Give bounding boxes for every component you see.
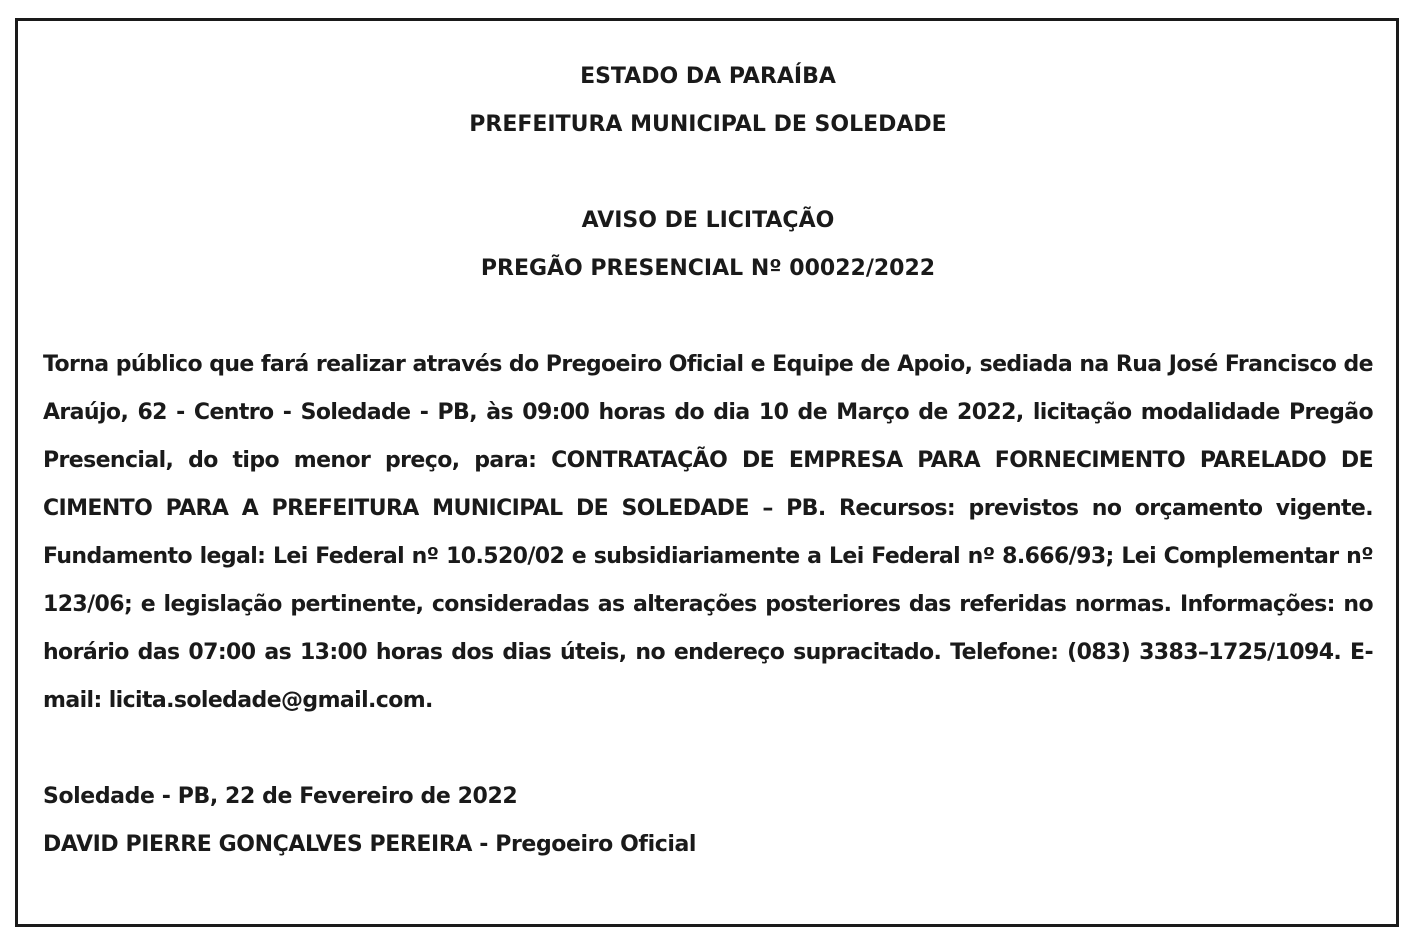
spacer: [43, 149, 1373, 197]
notice-frame: [15, 18, 1399, 927]
notice-title: AVISO DE LICITAÇÃO: [581, 208, 835, 233]
notice-content: [43, 53, 1373, 869]
process-number: PREGÃO PRESENCIAL Nº 00022/2022: [480, 256, 936, 281]
municipality-heading: PREFEITURA MUNICIPAL DE SOLEDADE: [469, 112, 947, 137]
spacer: [43, 725, 1373, 773]
signer: DAVID PIERRE GONÇALVES PEREIRA - Pregoeiro Oficial: [43, 832, 697, 857]
spacer: [43, 293, 1373, 341]
place-date: Soledade - PB, 22 de Fevereiro de 2022: [43, 784, 518, 809]
notice-body: Torna público que fará realizar através do Pregoeiro Oficial e Equipe de Apoio, sediada na Rua José Francisco de Araújo, 62 - Centro - Soledade - PB, às 09:00 horas do dia 10 de Março de 2022, licitação modalidade Pregão Presencial, do tipo menor preço, para: CONTRATAÇÃO DE EMPRESA PARA FORNECIMENTO PARELADO DE CIMENTO PARA A PREFEITURA MUNICIPAL DE SOLEDADE – PB. Recursos: previstos no orçamento vigente. Fundamento legal: Lei Federal nº 10.520/02 e subsidiariamente a Lei Federal nº 8.666/93; Lei Complementar nº 123/06; e legislação pertinente, consideradas as alterações posteriores das referidas normas. Informações: no horário das 07:00 as 13:00 horas dos dias úteis, no endereço supracitado. Telefone: (083) 3383–1725/1094. E-mail: licita.soledade@gmail.com.: [43, 352, 1373, 713]
state-heading: ESTADO DA PARAÍBA: [580, 64, 836, 89]
